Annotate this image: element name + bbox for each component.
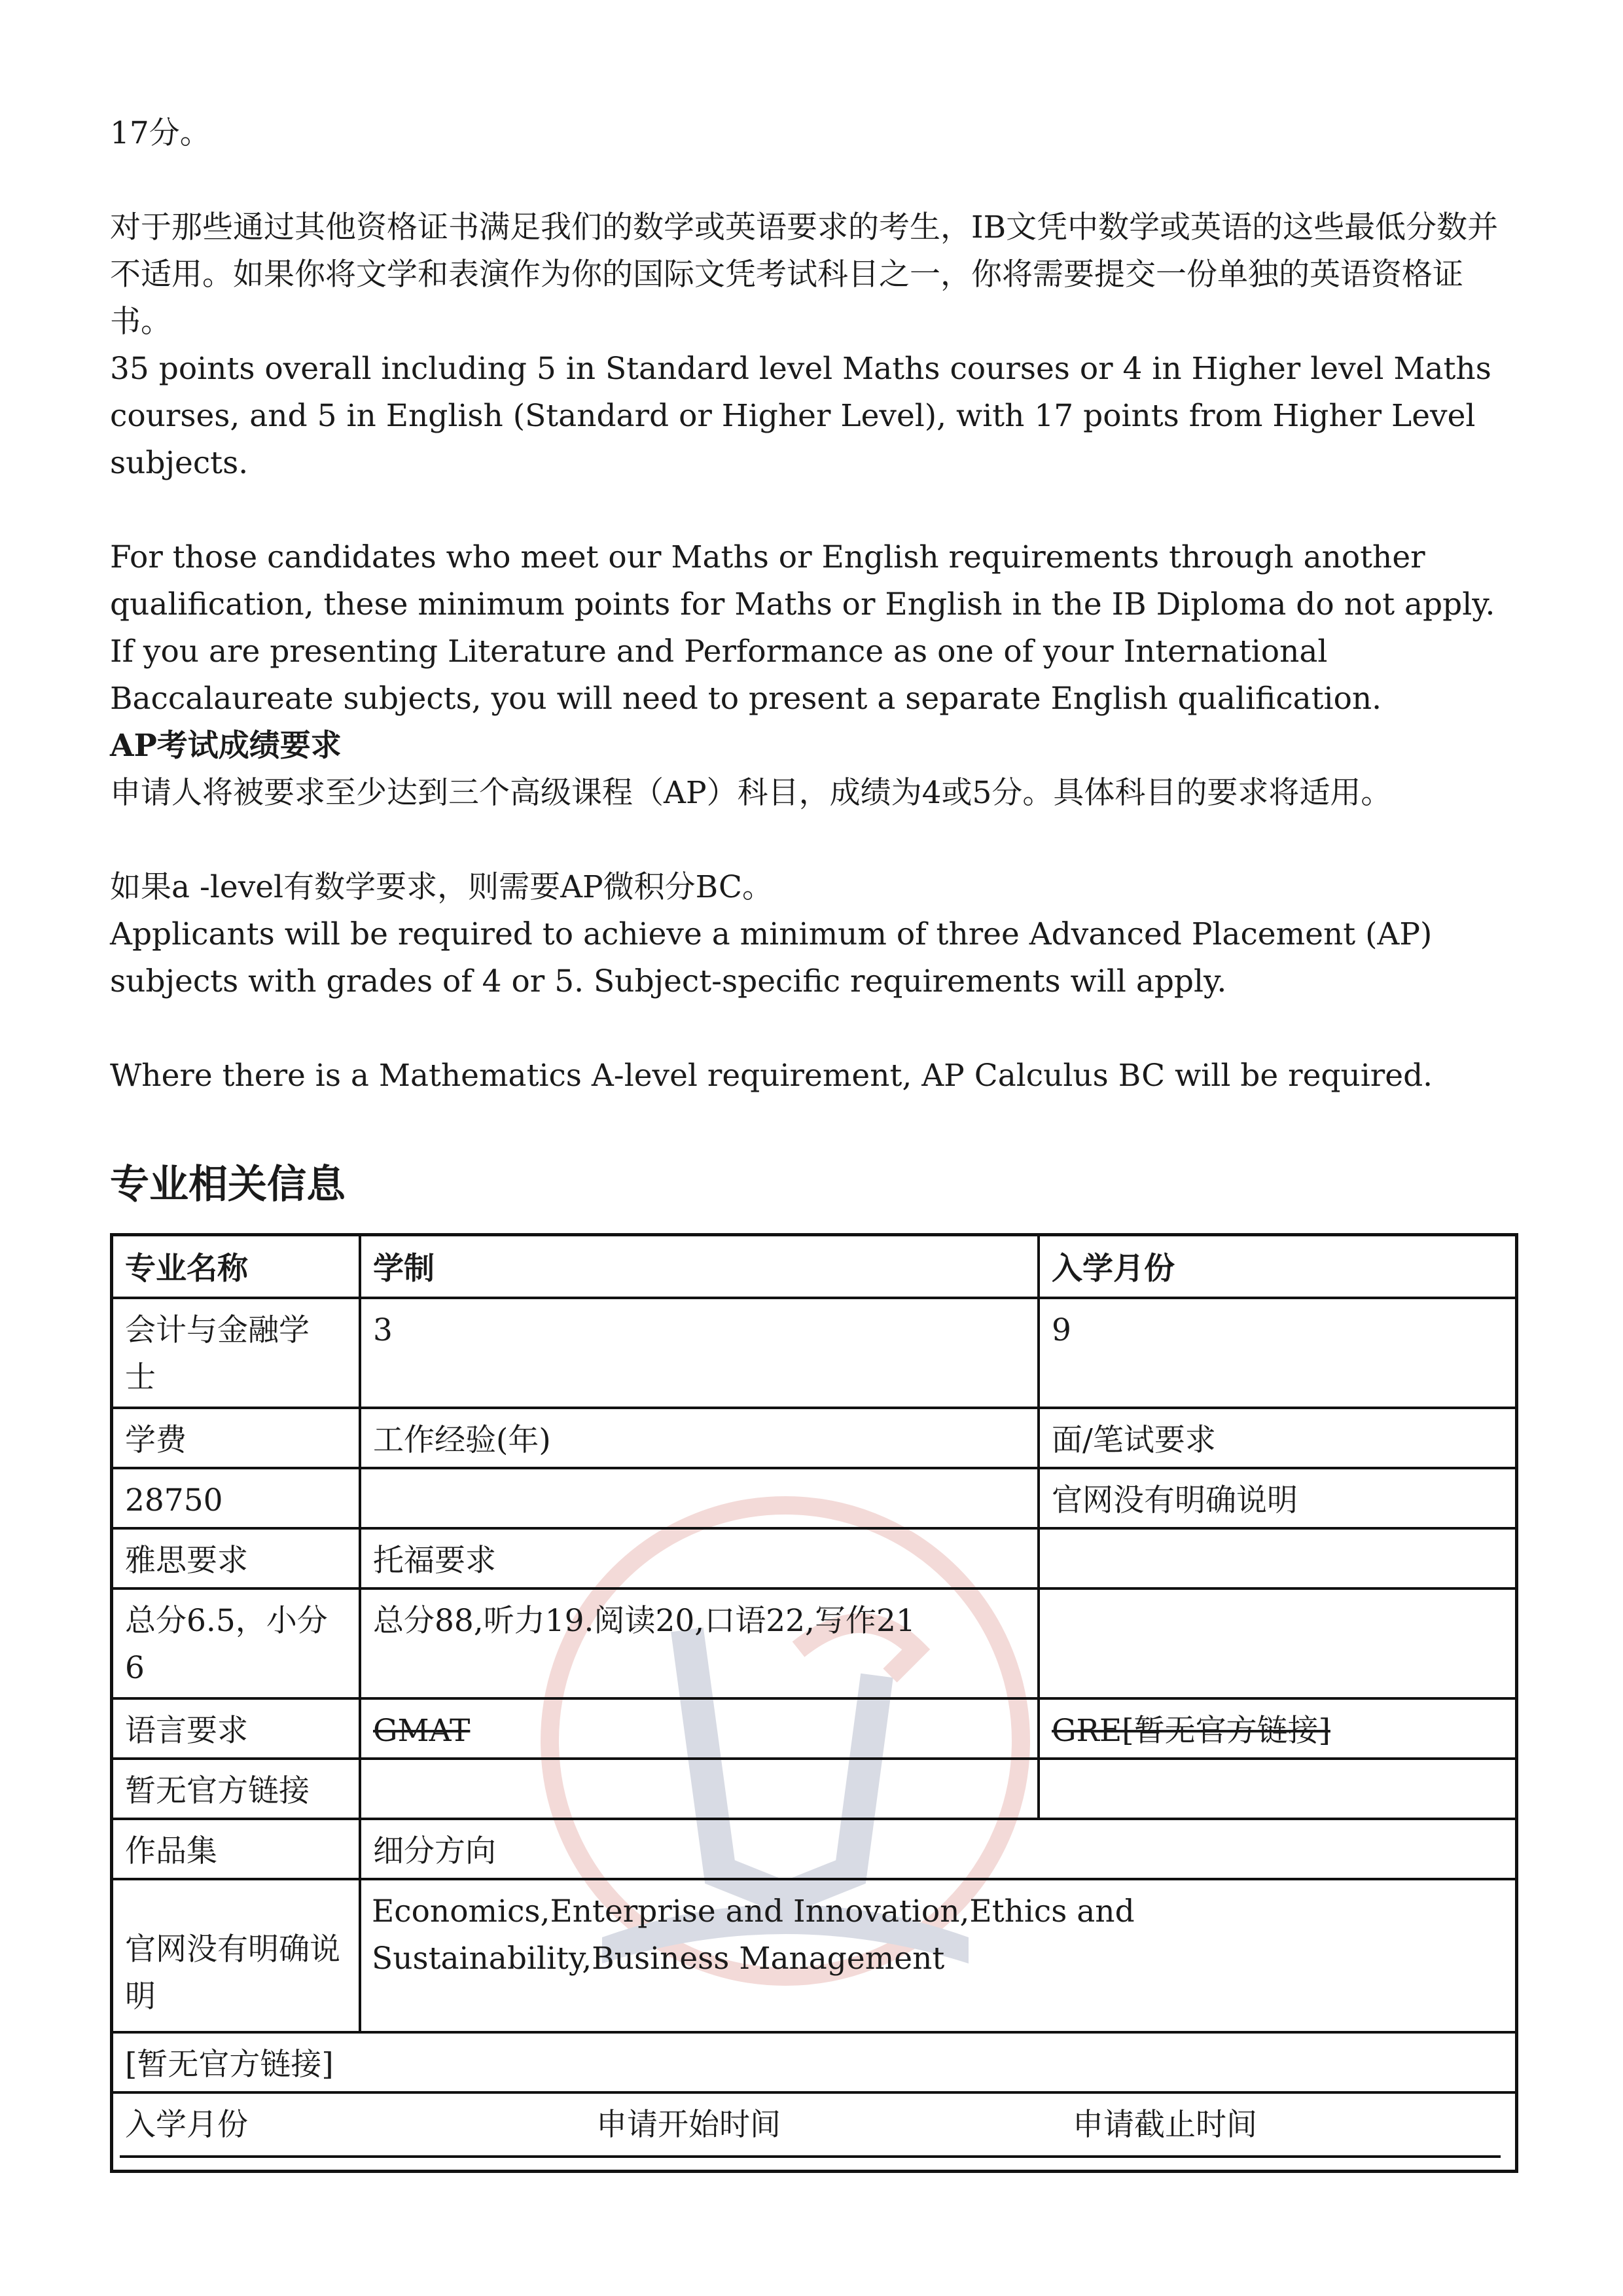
interview-value: 官网没有明确说明 (1052, 1482, 1298, 1518)
document-page (110, 0, 1518, 2143)
header-intake-month: 入学月份 (1052, 1251, 1175, 1287)
header-duration: 学制 (373, 1251, 435, 1287)
interview-label: 面/笔试要求 (1052, 1422, 1216, 1458)
ap-cn-paragraph-2: 如果a -level有数学要求，则需要AP微积分BC。 (110, 869, 774, 905)
program-info-table (110, 1233, 1518, 2173)
toefl-value: 总分88,听力19.阅读20,口语22,写作21 (373, 1603, 916, 1639)
toefl-label: 托福要求 (373, 1543, 496, 1579)
ap-en-paragraph-2: Where there is a Mathematics A-level requirement, AP Calculus BC will be required. (110, 1058, 1433, 1094)
ib-en-paragraph-2: For those candidates who meet our Maths or English requirements through another qualification, these minimum points for Maths or English in the IB Diploma do not apply. If you are presenting Literature and Performance as one of your International Baccalaureate subjects, you will need to present a separate English qualification. (110, 539, 1495, 717)
major-value: 会计与金融学士 (125, 1312, 310, 1395)
ielts-label: 雅思要求 (125, 1543, 248, 1579)
ap-en-paragraph-1: Applicants will be required to achieve a minimum of three Advanced Placement (AP) subjects with grades of 4 or 5. Subject-specific requirements will apply. (110, 916, 1433, 999)
ielts-value: 总分6.5，小分6 (125, 1603, 328, 1686)
tuition-label: 学费 (125, 1422, 187, 1458)
work-experience-value (361, 1468, 1035, 1477)
ap-cn-paragraph-1: 申请人将被要求至少达到三个高级课程（AP）科目，成绩为4或5分。具体科目的要求将适用。 (110, 775, 1392, 811)
portfolio-value: 官网没有明确说明 (125, 1931, 340, 2015)
direction-value: Economics,Enterprise and Innovation,Ethics and Sustainability,Business Management (372, 1893, 1135, 1977)
header-major: 专业名称 (125, 1251, 248, 1287)
intake-month-value: 9 (1052, 1312, 1071, 1348)
section-title: 专业相关信息 (110, 1162, 346, 1208)
direction-label: 细分方向 (373, 1833, 496, 1869)
ib-cn-paragraph: 对于那些通过其他资格证书满足我们的数学或英语要求的考生，IB文凭中数学或英语的这些最低分数并不适用。如果你将文学和表演作为你的国际文凭考试科目之一，你将需要提交一份单独的英语资格证书。 (110, 209, 1499, 340)
footer-intake-month: 入学月份 (125, 2107, 248, 2143)
ib-en-paragraph: 35 points overall including 5 in Standard level Maths courses or 4 in Higher level Maths courses, and 5 in English (Standard or Higher Level), with 17 points from Higher Level subjects. (110, 351, 1491, 481)
duration-value: 3 (373, 1312, 393, 1348)
footer-application-deadline: 申请截止时间 (1073, 2107, 1257, 2143)
portfolio-label: 作品集 (125, 1833, 217, 1869)
language-requirement-label: 语言要求 (125, 1713, 248, 1749)
intro-line1: 17分。 (110, 115, 211, 151)
gre-label: GRE[暂无官方链接] (1052, 1713, 1330, 1749)
work-experience-label: 工作经验(年) (373, 1422, 551, 1458)
tuition-value: 28750 (125, 1482, 223, 1518)
footer-application-start: 申请开始时间 (596, 2107, 781, 2143)
language-requirement-value: 暂无官方链接 (125, 1773, 310, 1809)
gmat-label: GMAT (373, 1713, 471, 1749)
official-link-note: [暂无官方链接] (125, 2047, 334, 2083)
ap-heading: AP考试成绩要求 (110, 728, 342, 764)
